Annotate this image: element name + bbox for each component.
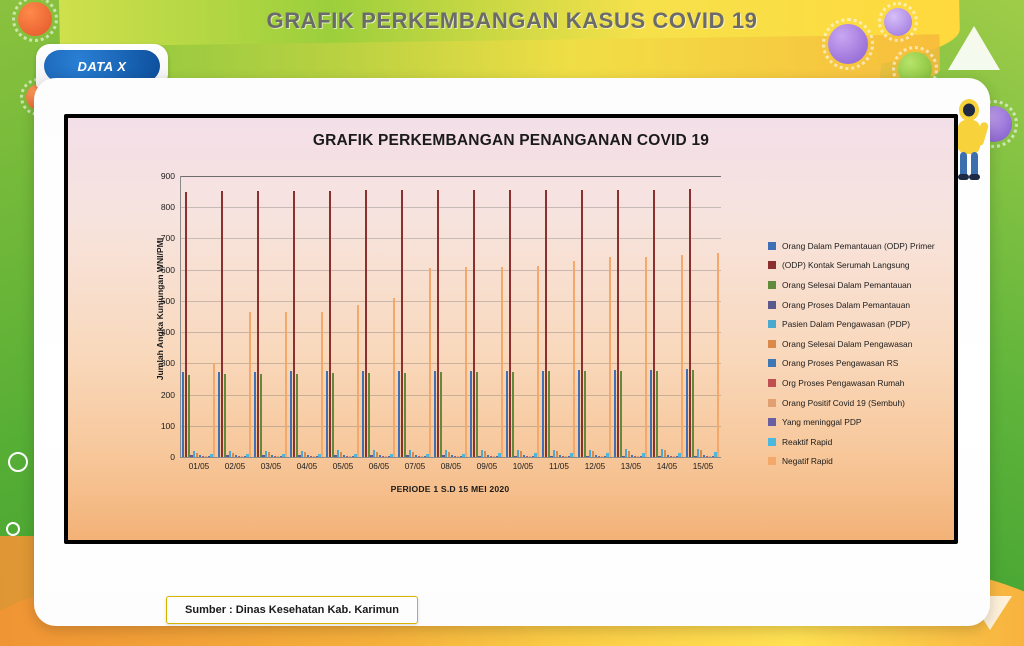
y-axis-tick: 700 (160, 233, 175, 244)
bar (496, 456, 498, 457)
bar (537, 266, 539, 457)
bar (601, 456, 603, 457)
bar (514, 456, 516, 457)
bar (545, 190, 547, 457)
bar (260, 374, 262, 457)
bar (188, 375, 190, 457)
legend-swatch (768, 281, 776, 289)
legend-label: Orang Positif Covid 19 (Sembuh) (782, 397, 905, 408)
bar (634, 456, 636, 457)
bar (316, 456, 318, 457)
bar-group (182, 176, 216, 471)
y-axis-tick: 800 (160, 202, 175, 213)
bar (238, 456, 240, 457)
x-axis-tick: 11/05 (549, 462, 569, 471)
bar (457, 456, 459, 457)
bar (218, 372, 220, 457)
bar (329, 191, 331, 457)
bar (429, 268, 431, 457)
bar (617, 190, 619, 457)
legend-item[interactable] (768, 452, 954, 472)
bar (484, 451, 486, 457)
bar (542, 371, 544, 457)
bar (559, 455, 561, 457)
bar (586, 456, 588, 457)
bar (676, 456, 678, 457)
bar (271, 455, 273, 457)
bar (370, 455, 372, 457)
bar (526, 456, 528, 457)
bar (703, 455, 705, 457)
legend-label: Org Proses Pengawasan Rumah (782, 377, 905, 388)
bar (454, 456, 456, 457)
y-axis-tick: 300 (160, 358, 175, 369)
y-axis-label (146, 176, 165, 457)
bar (512, 372, 514, 457)
bar (562, 456, 564, 457)
bar (493, 456, 495, 457)
x-axis-tick: 04/05 (296, 462, 318, 471)
legend-swatch (768, 242, 776, 250)
bar (340, 452, 342, 457)
bar (412, 452, 414, 457)
bar (589, 450, 591, 457)
bar (434, 371, 436, 457)
bar (362, 371, 364, 457)
bar (208, 456, 210, 457)
bar (520, 451, 522, 457)
legend-swatch (768, 261, 776, 269)
bar (481, 450, 483, 457)
bar (622, 456, 624, 457)
legend-item[interactable] (768, 314, 954, 334)
bar-group (686, 176, 720, 471)
bar (274, 456, 276, 457)
bar (462, 454, 464, 457)
bar (265, 451, 267, 457)
bar (368, 373, 370, 457)
bar (401, 190, 403, 457)
bar (653, 190, 655, 457)
legend-swatch (768, 418, 776, 426)
chart-legend (768, 236, 954, 471)
bar (298, 455, 300, 457)
bar (578, 370, 580, 457)
bar (581, 190, 583, 457)
bar (598, 456, 600, 457)
bar (529, 456, 531, 457)
bar (326, 371, 328, 457)
bar (661, 449, 663, 457)
bar (609, 257, 611, 457)
bar (606, 453, 608, 457)
bar (382, 456, 384, 457)
bar (354, 454, 356, 457)
y-axis-tick: 900 (160, 171, 175, 181)
bar (628, 451, 630, 457)
legend-swatch (768, 320, 776, 328)
bar (584, 371, 586, 457)
bar (313, 456, 315, 457)
bar (440, 372, 442, 457)
x-axis-tick: 02/05 (224, 462, 246, 471)
legend-label: Pasien Dalam Pengawasan (PDP) (782, 319, 911, 330)
legend-label: Orang Selesai Dalam Pemantauan (782, 279, 912, 290)
bar (379, 455, 381, 457)
bar (501, 267, 503, 457)
bar (592, 451, 594, 457)
bar (373, 450, 375, 457)
legend-item[interactable] (768, 393, 954, 413)
bar (390, 454, 392, 457)
bar-group (398, 176, 432, 471)
bar (625, 449, 627, 457)
bar-group (542, 176, 576, 471)
bar (182, 372, 184, 457)
bar (573, 261, 575, 457)
bar (706, 456, 708, 457)
bar (670, 456, 672, 457)
legend-item[interactable] (768, 275, 954, 295)
legend-swatch (768, 457, 776, 465)
bar (357, 305, 359, 457)
bar (556, 451, 558, 457)
legend-label: Orang Selesai Dalam Pengawasan (782, 338, 913, 349)
y-axis-tick: 200 (160, 389, 175, 400)
bar (334, 455, 336, 457)
bar (681, 255, 683, 457)
bar (478, 456, 480, 457)
y-axis-label-text: Jumlah Angka Kunjungan WNI/PMI (155, 237, 165, 381)
source-note: Sumber : Dinas Kesehatan Kab. Karimun (166, 596, 418, 624)
bar (393, 298, 395, 457)
chart-frame (64, 114, 958, 544)
bar (532, 456, 534, 457)
bar (437, 190, 439, 457)
bar (465, 267, 467, 457)
bar (202, 456, 204, 457)
bar (689, 189, 691, 457)
x-axis-tick: 10/05 (512, 462, 534, 471)
legend-swatch (768, 359, 776, 367)
x-axis-tick: 05/05 (332, 462, 354, 471)
bar (232, 453, 234, 457)
bar (553, 450, 555, 457)
legend-item[interactable] (768, 334, 954, 354)
legend-label: Orang Dalam Pemantauan (ODP) Primer (782, 240, 935, 251)
legend-item[interactable] (768, 295, 954, 315)
bar (498, 453, 500, 457)
bar (406, 455, 408, 457)
legend-swatch (768, 379, 776, 387)
bar (337, 450, 339, 457)
bar-group (578, 176, 612, 471)
bar (712, 456, 714, 457)
bar (604, 456, 606, 457)
legend-swatch (768, 340, 776, 348)
data-x-badge[interactable]: DATA X (44, 50, 160, 82)
bar (352, 456, 354, 457)
bar (282, 454, 284, 457)
bar (343, 455, 345, 457)
bar-group (470, 176, 504, 471)
bar (451, 455, 453, 457)
bar (476, 372, 478, 457)
bar (487, 455, 489, 457)
bar (506, 371, 508, 457)
bar (523, 455, 525, 457)
x-axis-tick: 08/05 (440, 462, 462, 471)
bar (650, 370, 652, 457)
bar (398, 371, 400, 457)
bar (213, 363, 215, 457)
plot-top-border (181, 176, 721, 177)
bar (664, 450, 666, 457)
legend-label: Orang Proses Dalam Pemantauan (782, 299, 911, 310)
bar (424, 456, 426, 457)
bar (241, 456, 243, 457)
bar (280, 456, 282, 457)
legend-label: Orang Proses Pengawasan RS (782, 358, 899, 369)
bar (349, 456, 351, 457)
bar (277, 456, 279, 457)
bar (620, 371, 622, 457)
bar (224, 374, 226, 457)
bar (376, 452, 378, 457)
bar (570, 453, 572, 457)
bar (418, 456, 420, 457)
bar-group (506, 176, 540, 471)
bar (640, 456, 642, 457)
bar (190, 455, 192, 457)
bar (631, 455, 633, 457)
bar (196, 453, 198, 457)
legend-label: Reaktif Rapid (782, 436, 833, 447)
bar (614, 370, 616, 457)
bar-group (614, 176, 648, 471)
y-axis-tick: 500 (160, 295, 175, 306)
legend-item[interactable] (768, 236, 954, 256)
bar (301, 451, 303, 457)
bar (310, 456, 312, 457)
bar (678, 453, 680, 457)
x-axis-tick: 06/05 (368, 462, 390, 471)
bar (550, 456, 552, 457)
bar (332, 373, 334, 457)
bar (226, 455, 228, 457)
bar (717, 253, 719, 457)
bar (645, 257, 647, 457)
bar (365, 190, 367, 457)
x-axis-tick: 03/05 (260, 462, 282, 471)
y-axis-tick: 100 (160, 420, 175, 431)
bar (509, 190, 511, 457)
bar (714, 452, 716, 457)
x-axis-tick: 09/05 (476, 462, 498, 471)
bar (285, 312, 287, 457)
bar-group (362, 176, 396, 471)
bar (262, 455, 264, 457)
bar (595, 455, 597, 457)
bar-group (434, 176, 468, 471)
bar (442, 455, 444, 457)
bar (404, 373, 406, 457)
bar (697, 449, 699, 457)
bar-group (218, 176, 252, 471)
legend-swatch (768, 438, 776, 446)
bar-group (326, 176, 360, 471)
x-axis-tick: 07/05 (404, 462, 426, 471)
bar (686, 369, 688, 457)
bar (185, 192, 187, 457)
bar (415, 455, 417, 457)
legend-label: Yang meninggal PDP (782, 417, 862, 428)
chart-title: GRAFIK PERKEMBANGAN PENANGANAN COVID 19 (312, 132, 710, 149)
bar (673, 456, 675, 457)
bar (304, 452, 306, 457)
circle-decor-icon (6, 522, 20, 536)
bar (257, 191, 259, 457)
bar (658, 456, 660, 457)
x-axis-label: PERIODE 1 S.D 15 MEI 2020 (390, 484, 510, 494)
bar (667, 455, 669, 457)
y-axis-tick: 400 (160, 327, 175, 338)
bar (244, 456, 246, 457)
bar (290, 371, 292, 457)
x-axis-tick: 01/05 (188, 462, 210, 471)
bar (388, 456, 390, 457)
bar (470, 371, 472, 457)
bar (460, 456, 462, 457)
y-axis-tick: 0 (170, 452, 175, 462)
bar (321, 312, 323, 457)
bar-group (254, 176, 288, 471)
bar (565, 456, 567, 457)
x-axis-tick: 15/05 (692, 462, 714, 471)
bar (205, 456, 207, 457)
legend-item[interactable] (768, 354, 954, 374)
bar (246, 454, 248, 457)
legend-label: Negatif Rapid (782, 456, 833, 467)
bar (473, 190, 475, 457)
bar (656, 371, 658, 457)
y-axis-tick: 600 (160, 264, 175, 275)
bar (700, 450, 702, 457)
legend-label: (ODP) Kontak Serumah Langsung (782, 260, 910, 271)
bar (254, 372, 256, 457)
bar (694, 456, 696, 457)
bar (229, 451, 231, 457)
bar (534, 453, 536, 457)
bar (307, 455, 309, 457)
bar (517, 450, 519, 457)
bar (235, 455, 237, 457)
bar (421, 456, 423, 457)
bar (548, 371, 550, 457)
bar (268, 452, 270, 457)
bar-group (650, 176, 684, 471)
bar (445, 450, 447, 457)
chart-canvas (68, 118, 954, 540)
bar (346, 456, 348, 457)
x-axis-tick: 14/05 (656, 462, 678, 471)
bar (426, 454, 428, 457)
bar (210, 454, 212, 457)
bar (249, 312, 251, 457)
legend-swatch (768, 399, 776, 407)
bar (385, 456, 387, 457)
bar (409, 450, 411, 457)
bar (490, 456, 492, 457)
bar (199, 455, 201, 457)
bar (709, 456, 711, 457)
legend-item[interactable] (768, 256, 954, 276)
bar (193, 451, 195, 457)
page-title: GRAFIK PERKEMBANGAN KASUS COVID 19 (266, 8, 758, 33)
circle-decor-icon (8, 452, 28, 472)
bar-group (290, 176, 324, 471)
bar (221, 191, 223, 457)
legend-item[interactable] (768, 412, 954, 432)
bar (448, 452, 450, 457)
bar (293, 191, 295, 457)
legend-swatch (768, 301, 776, 309)
x-axis-tick: 12/05 (584, 462, 606, 471)
bar (642, 453, 644, 457)
x-axis-tick: 13/05 (620, 462, 642, 471)
bar (692, 370, 694, 457)
legend-item[interactable] (768, 373, 954, 393)
bar (296, 374, 298, 457)
legend-item[interactable] (768, 432, 954, 452)
bar (637, 456, 639, 457)
bar (318, 454, 320, 457)
bar (568, 456, 570, 457)
